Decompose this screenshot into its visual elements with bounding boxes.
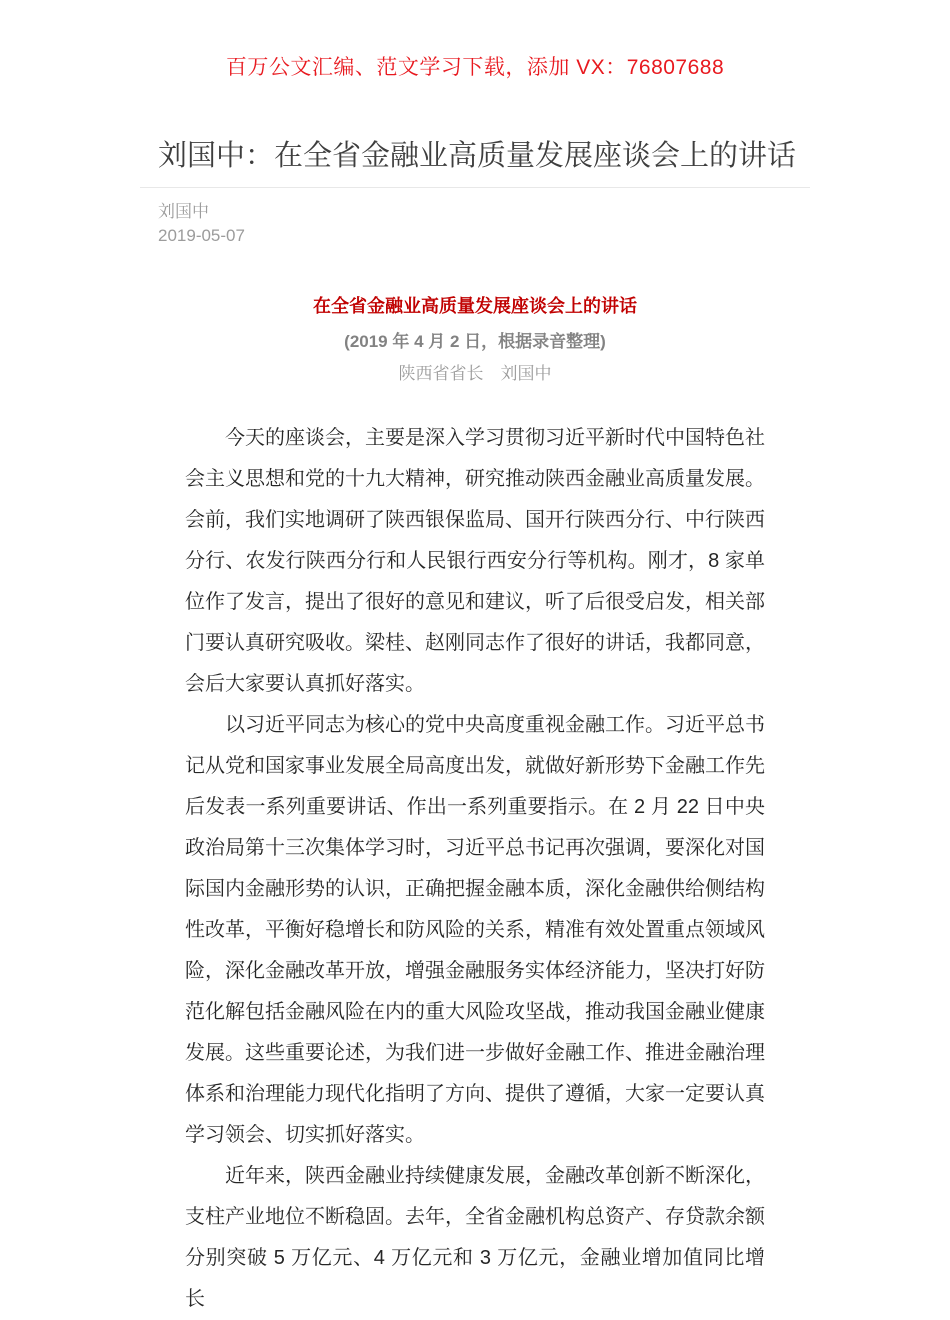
page-title: 刘国中：在全省金融业高质量发展座谈会上的讲话 [158, 140, 797, 172]
title-divider [140, 187, 810, 188]
document-body [140, 418, 810, 1320]
document-header [140, 294, 810, 386]
body-paragraph: 近年来，陕西金融业持续健康发展，金融改革创新不断深化，支柱产业地位不断稳固。去年，全省金融机构总资产、存贷款余额分别突破 5 万亿元、4 万亿元和 3 万亿元，金融业增加值同比增长 [185, 1165, 765, 1310]
byline [140, 200, 810, 248]
document-source-note: (2019 年 4 月 2 日，根据录音整理) [344, 332, 606, 351]
article-container [140, 137, 810, 1320]
byline-date: 2019-05-07 [158, 226, 245, 245]
promo-banner: 百万公文汇编、范文学习下载，添加 VX：76807688 [225, 56, 725, 79]
body-paragraph: 今天的座谈会，主要是深入学习贯彻习近平新时代中国特色社会主义思想和党的十九大精神，研究推动陕西金融业高质量发展。会前，我们实地调研了陕西银保监局、国开行陕西分行、中行陕西分行、农发行陕西分行和人民银行西安分行等机构。刚才，8 家单位作了发言，提出了很好的意见和建议，听了后很受启发，相关部门要认真研究吸收。梁桂、赵刚同志作了很好的讲话，我都同意，会后大家要认真抓好落实。 [185, 427, 765, 695]
document-speaker: 陕西省省长 刘国中 [398, 364, 552, 383]
byline-author: 刘国中 [158, 202, 209, 221]
body-paragraph: 以习近平同志为核心的党中央高度重视金融工作。习近平总书记从党和国家事业发展全局高度出发，就做好新形势下金融工作先后发表一系列重要讲话、作出一系列重要指示。在 2 月 22 日中央政治局第十三次集体学习时，习近平总书记再次强调，要深化对国际国内金融形势的认识，正确把握金融本质，深化金融供给侧结构性改革，平衡好稳增长和防风险的关系，精准有效处置重点领域风险，深化金融改革开放，增强金融服务实体经济能力，坚决打好防范化解包括金融风险在内的重大风险攻坚战，推动我国金融业健康发展。这些重要论述，为我们进一步做好金融工作、推进金融治理体系和治理能力现代化指明了方向、提供了遵循，大家一定要认真学习领会、切实抓好落实。 [185, 714, 765, 1146]
document-heading: 在全省金融业高质量发展座谈会上的讲话 [313, 296, 637, 316]
